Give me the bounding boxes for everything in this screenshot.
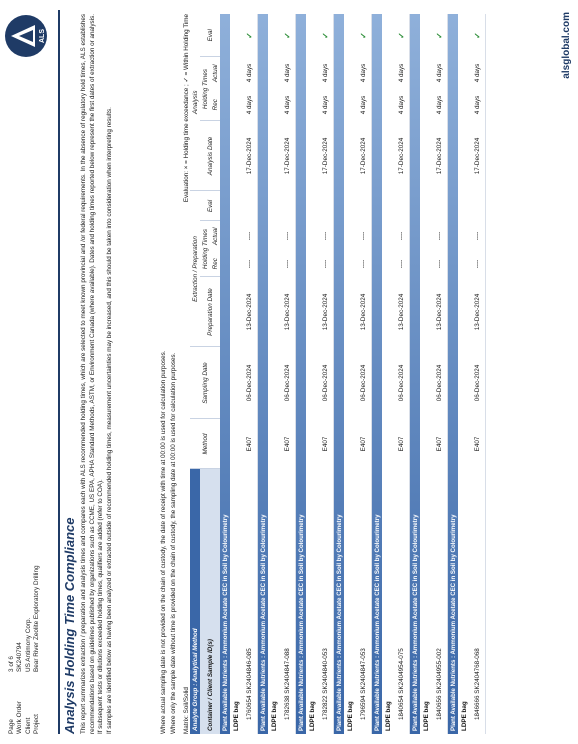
table-row [317, 14, 334, 734]
page-title: Analysis Holding Time Compliance [62, 517, 77, 734]
prep-date-cell: 13-Dec-2024 [241, 277, 258, 347]
header-analysis-actual: Actual [211, 64, 219, 83]
section-header-row [296, 14, 307, 734]
header-analysis-rec: Rec [210, 89, 220, 121]
table-row [355, 14, 372, 734]
client-label: Client [24, 717, 32, 734]
table-row [393, 14, 410, 734]
section-title: Plant Available Nutrients : Ammonium Acetate CEC in Soil by Colourimetry [448, 14, 459, 734]
prep-date-cell: 13-Dec-2024 [279, 277, 296, 347]
method-cell: E407 [431, 419, 448, 469]
prep-eval-cell [393, 191, 410, 221]
header-sampling-date: Sampling Date [190, 347, 220, 419]
section-title: Plant Available Nutrients : Ammonium Acetate CEC in Soil by Colourimetry [258, 14, 269, 734]
sample-id: 1846666 SK2404768-068 [469, 469, 486, 734]
analysis-rec-cell: 4 days [431, 89, 448, 121]
analysis-rec-cell: 4 days [355, 89, 372, 121]
header-extraction: Extraction / Preparation [190, 191, 200, 347]
header-meta [8, 565, 41, 734]
sampling-date-cell: 06-Dec-2024 [279, 347, 296, 419]
sample-id: 1840656 SK2404955-002 [431, 469, 448, 734]
sampling-date-cell: 06-Dec-2024 [355, 347, 372, 419]
method-cell: E407 [469, 419, 486, 469]
section-title: Plant Available Nutrients : Ammonium Acetate CEC in Soil by Colourimetry [410, 14, 421, 734]
logo-text: ALS [39, 29, 46, 43]
page-label: Page [8, 719, 15, 734]
header-analysis: Analysis [190, 14, 200, 191]
matrix-label: Matrix: Soil/Solid [183, 687, 190, 734]
header-analysis-holding-times: Holding Times [200, 57, 210, 121]
container-type: LDPE bag [423, 701, 430, 731]
section-header-row [334, 14, 345, 734]
sample-id: 1840654 SK2404954-075 [393, 469, 410, 734]
analysis-date-cell: 17-Dec-2024 [241, 121, 258, 191]
analysis-actual-cell: 4 days [393, 57, 410, 89]
analysis-actual-cell: 4 days [279, 57, 296, 89]
section-title: Plant Available Nutrients : Ammonium Acetate CEC in Soil by Colourimetry [220, 14, 230, 734]
sampling-date-cell: 06-Dec-2024 [469, 347, 486, 419]
section-header-row [258, 14, 269, 734]
prep-eval-cell [469, 191, 486, 221]
prep-actual-cell: ---- [393, 221, 410, 251]
analysis-date-cell: 17-Dec-2024 [317, 121, 334, 191]
section-title: Plant Available Nutrients : Ammonium Acetate CEC in Soil by Colourimetry [372, 14, 383, 734]
section-header-row [372, 14, 383, 734]
prep-eval-cell [317, 191, 334, 221]
analysis-rec-cell: 4 days [393, 89, 410, 121]
header-analysis-eval: Eval [200, 14, 220, 57]
prep-eval-cell [279, 191, 296, 221]
sample-id: 1782822 SK2404840-053 [317, 469, 334, 734]
sample-id: 1796594 SK2404847-053 [355, 469, 372, 734]
container-type: LDPE bag [271, 701, 278, 731]
note-1: Where actual sampling date is not provided on the chain of custody, the date of receipt with time at 00:00 is used for calculation purposes. [160, 350, 167, 734]
check-icon: ✓ [469, 14, 486, 57]
table-row [241, 14, 258, 734]
header-prep-rec: Rec [210, 251, 220, 277]
sampling-date-cell: 06-Dec-2024 [393, 347, 410, 419]
section-header-row [220, 14, 230, 734]
analysis-actual-cell: 4 days [355, 57, 372, 89]
analysis-date-cell: 17-Dec-2024 [355, 121, 372, 191]
prep-rec-cell: ---- [393, 251, 410, 277]
prep-actual-cell: ---- [469, 221, 486, 251]
sampling-date-cell: 06-Dec-2024 [431, 347, 448, 419]
work-order-value: SK240794 [16, 642, 24, 672]
prep-actual-cell: ---- [241, 221, 258, 251]
prep-actual-cell: ---- [279, 221, 296, 251]
container-row [306, 14, 317, 734]
header-prep-holding-times: Holding Times [200, 221, 210, 277]
prep-rec-cell: ---- [469, 251, 486, 277]
prep-rec-cell: ---- [355, 251, 372, 277]
container-row [420, 14, 431, 734]
section-header-row [410, 14, 421, 734]
prep-rec-cell: ---- [241, 251, 258, 277]
prep-actual-cell: ---- [431, 221, 448, 251]
paragraph-1: This report summarizes extraction / preparation and analysis times and compares each with ALS recommended holding times, which are selected to meet known provincial and /or federal requirements. In the absence of regulatory hold times, ALS establishes recommendations based on guidelines published by organizations such as CCME, US EPA, APHA Standard Methods, ASTM, or Environment Canada (where available). Dates and holding times reported below represent the first dates of extraction or analysis. If subsequent tests or dilutions exceeded holding times, qualifiers are added (refer to COA). [80, 14, 105, 734]
sampling-date-cell: 06-Dec-2024 [241, 347, 258, 419]
method-cell: E407 [355, 419, 372, 469]
section-title: Plant Available Nutrients : Ammonium Acetate CEC in Soil by Colourimetry [296, 14, 307, 734]
prep-date-cell: 13-Dec-2024 [393, 277, 410, 347]
intro-text [80, 14, 114, 734]
prep-actual-cell: ---- [317, 221, 334, 251]
sampling-date-cell: 06-Dec-2024 [317, 347, 334, 419]
sample-id: 1760654 SK2404846-085 [241, 469, 258, 734]
prep-actual-cell: ---- [355, 221, 372, 251]
project-value: Bear River Zeolite Exploratory Drilling [32, 565, 40, 672]
table-row [469, 14, 486, 734]
analysis-date-cell: 17-Dec-2024 [469, 121, 486, 191]
prep-date-cell: 13-Dec-2024 [431, 277, 448, 347]
prep-date-cell: 13-Dec-2024 [317, 277, 334, 347]
client-value: US Antimony Corp. [24, 617, 32, 672]
container-type: LDPE bag [385, 701, 392, 731]
container-type: LDPE bag [461, 701, 468, 731]
header-analysis-date: Analysis Date [200, 121, 220, 191]
check-icon: ✓ [355, 14, 372, 57]
container-type: LDPE bag [309, 701, 316, 731]
section-header-row [448, 14, 459, 734]
prep-rec-cell: ---- [431, 251, 448, 277]
section-title: Plant Available Nutrients : Ammonium Acetate CEC in Soil by Colourimetry [334, 14, 345, 734]
check-icon: ✓ [393, 14, 410, 57]
header-container: Container / Client Sample ID(s) [200, 469, 220, 734]
method-cell: E407 [393, 419, 410, 469]
analysis-date-cell: 17-Dec-2024 [393, 121, 410, 191]
paragraph-2: If samples are identified below as having been analyzed or extracted outside of recommended holding times, measurement uncertainties may be increased, and this should be taken into consideration when interpreting results. [105, 107, 113, 734]
container-row [344, 14, 355, 734]
check-icon: ✓ [279, 14, 296, 57]
analysis-rec-cell: 4 days [317, 89, 334, 121]
prep-rec-cell: ---- [317, 251, 334, 277]
header-prep-eval: Eval [200, 191, 220, 221]
header-prep-actual: Actual [211, 227, 219, 246]
check-icon: ✓ [241, 14, 258, 57]
analysis-rec-cell: 4 days [279, 89, 296, 121]
check-icon: ✓ [317, 14, 334, 57]
analysis-date-cell: 17-Dec-2024 [431, 121, 448, 191]
table-row [279, 14, 296, 734]
work-order-label: Work Order [16, 701, 24, 734]
container-type: LDPE bag [347, 701, 354, 731]
sample-id: 1782638 SK2404847-088 [279, 469, 296, 734]
analysis-actual-cell: 4 days [431, 57, 448, 89]
evaluation-legend: Evaluation: × = Holding time exceedance ; ✓ = Within Holding Time [183, 14, 190, 203]
table-body [220, 14, 486, 734]
method-cell: E407 [241, 419, 258, 469]
prep-date-cell: 13-Dec-2024 [355, 277, 372, 347]
prep-rec-cell: ---- [279, 251, 296, 277]
project-label: Project [32, 714, 40, 734]
container-row [268, 14, 279, 734]
container-type: LDPE bag [233, 701, 240, 731]
als-logo [4, 14, 48, 58]
container-row [458, 14, 469, 734]
check-icon: ✓ [431, 14, 448, 57]
holding-time-table [190, 14, 486, 734]
note-2: Where only the sample date without time is provided on the chain of custody, the sampling date at 00:00 is used for calculation purposes. [170, 352, 177, 734]
container-row [230, 14, 241, 734]
analysis-actual-cell: 4 days [241, 57, 258, 89]
prep-date-cell: 13-Dec-2024 [469, 277, 486, 347]
prep-eval-cell [355, 191, 372, 221]
container-row [382, 14, 393, 734]
header-prep-date: Preparation Date [200, 277, 220, 347]
page-value: 3 of 6 [8, 656, 15, 672]
analysis-date-cell: 17-Dec-2024 [279, 121, 296, 191]
header-method: Method [190, 419, 220, 469]
site-url: alsglobal.com [561, 12, 572, 79]
analysis-actual-cell: 4 days [469, 57, 486, 89]
method-cell: E407 [317, 419, 334, 469]
table-row [431, 14, 448, 734]
analysis-actual-cell: 4 days [317, 57, 334, 89]
analysis-rec-cell: 4 days [241, 89, 258, 121]
analysis-rec-cell: 4 days [469, 89, 486, 121]
prep-eval-cell [431, 191, 448, 221]
header-analyte-group: Analyte Group : Analytical Method [190, 469, 200, 734]
prep-eval-cell [241, 191, 258, 221]
method-cell: E407 [279, 419, 296, 469]
header-rule [58, 10, 60, 734]
